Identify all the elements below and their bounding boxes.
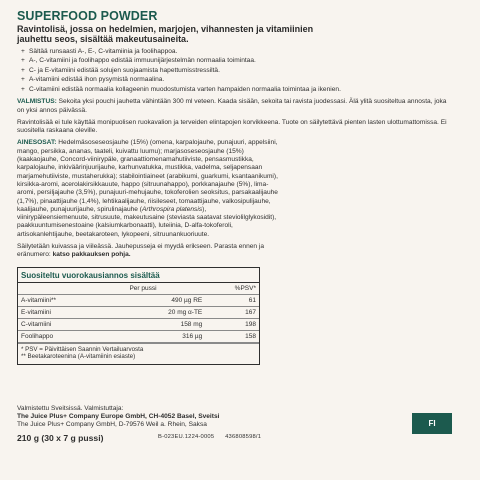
batch-codes: B-023EU.1224-0005 436808598/1: [158, 434, 262, 440]
net-weight: 210 g (30 x 7 g pussi): [17, 433, 104, 443]
nutrient-name: C-vitamiini: [18, 318, 126, 330]
benefit-item: + Sältää runsaasti A-, E-, C-vitamiinia ja foolihappoa.: [21, 48, 453, 56]
nutrient-amount: 20 mg α-TE: [126, 306, 205, 318]
language-badge: FI: [412, 413, 452, 434]
benefit-item: + C- ja E-vitamiini edistää solujen suojaamista hapettumisstressiltä.: [21, 67, 453, 75]
benefit-item: + C-vitamiini edistää normaalia kollageenin muodostumista varten hampaiden normaalia toimintaa ja ikenien.: [21, 86, 453, 94]
nutrition-row: [18, 306, 259, 318]
nutrient-psv: 167: [205, 306, 259, 318]
product-title: SUPERFOOD POWDER: [17, 9, 158, 23]
nutrition-row: [18, 318, 259, 330]
benefits-list: [17, 48, 453, 94]
storage-bold: katso pakkauksen pohja.: [52, 251, 131, 259]
nutrient-name: Foolihappo: [18, 330, 126, 342]
nutrient-amount: 158 mg: [126, 318, 205, 330]
nutrition-header-cell: Per pussi: [126, 283, 205, 295]
manufacturer-line: Valmistettu Sveitsissä. Valmistuttaja:: [17, 405, 124, 412]
nutrient-amount: 316 µg: [126, 330, 205, 342]
ingredients-latin-name: Arthrospira platensis: [142, 205, 203, 213]
storage-text: [17, 243, 279, 260]
nutrient-name: A-vitamiini**: [18, 294, 126, 306]
preparation-text: [17, 98, 453, 115]
nutrition-title: Suositeltu vuorokausiannos sisältää: [18, 268, 259, 283]
nutrient-name: E-vitamiini: [18, 306, 126, 318]
nutrient-psv: 158: [205, 330, 259, 342]
usage-note: Ravintolisää ei tule käyttää monipuolisen ruokavalion ja terveiden elintapojen korvikkeena. Tuote on säilytettävä pienten lasten ulottumattomissa. Ei suositella raskaana oleville.: [17, 118, 447, 135]
nutrition-header-row: [18, 283, 259, 295]
storage-body: Säilytetään kuivassa ja viileässä. Jauhepusseja ei myydä erikseen. Parasta ennen ja eränumero:: [17, 242, 265, 259]
ingredients-body-1: Hedelmäsoseseosjauhe (15%) (omena, karpalojauhe, punajuuri, appelsiini, mango, persikka, ananas, taateli, kuivattu luumu); marjasoseseosjauhe (15%) (kaakaojauhe, Concord-viinirypäle, granaattiomenamahutiiviste, pensasmustikka, karpalojauhe, inkiväärinjuurijauhe, karhunvatukka, mustikka, vadelma, seljapensaan marjamehutiiviste, mustaherukka); stabilointiaineet (arabikumi, guarkumi, ksantaanikumi), kirsikka-aromi, acerolakirsikkauute, happo (sitruunahappo), porkkanajauhe (5%), lima-aromi, persiljajauhe (3,5%), punajuuri-mehujauhe, tokoferolien seoksitus, parsakaalijauhe (1,7%), pinaattijauhe (1,4%), lehtikaalijauhe, riisileseet, tomaattijauhe, valkosipulijauhe, kaalijauhe, punajuurijauhe, spirulinajauhe (: [17, 139, 278, 213]
preparation-label: VALMISTUS:: [17, 98, 57, 106]
preparation-body: Sekoita yksi pouchi jauhetta vähintään 300 ml veteen. Kaada sisään, sekoita tai ravista juodessasi. Älä ylitä suositeltua annosta, joka on yksi annos päivässä.: [17, 98, 447, 114]
label-content: [17, 10, 453, 365]
benefit-item: + A-vitamiini edistää ihon pysymistä normaalina.: [21, 76, 453, 84]
manufacturer-line: The Juice Plus+ Company Europe GmbH, CH-4052 Basel, Sveitsi: [17, 413, 220, 420]
ingredients-text: [17, 139, 279, 239]
nutrient-psv: 61: [205, 294, 259, 306]
nutrition-footnotes: [18, 343, 259, 364]
nutrition-row: [18, 330, 259, 342]
footnote-beta-carotene: ** Beetakaroteenina (A-vitamiinin esiaste): [21, 353, 136, 361]
manufacturer-info: [17, 405, 317, 429]
footnote-psv: * PSV = Päivittäisen Saannin Vertailuarvosta: [21, 345, 144, 353]
nutrition-table: [17, 267, 260, 365]
benefit-item: + A-, C-vitamiini ja foolihappo edistää immuunijärjestelmän normaalia toimintaa.: [21, 57, 453, 65]
nutrition-header-cell: [18, 283, 126, 295]
ingredients-label: AINESOSAT:: [17, 139, 57, 147]
nutrient-psv: 198: [205, 318, 259, 330]
nutrition-header-cell: %PSV*: [205, 283, 259, 295]
nutrient-amount: 490 µg RE: [126, 294, 205, 306]
product-subtitle: Ravintolisä, jossa on hedelmien, marjojen, vihannesten ja vitamiinien jauhettu seos, sisältää makeutusaineita.: [17, 24, 314, 44]
ingredients-body-2: ), viinirypäleensiemenuute, sitrusuute, makeutusaine (steviasta saatavat steviolilglykosidit), paakkuuntumisenestoaine (kalsiumkarbonaatti), luteiinia, D-alfa-tokoferoli, artisokanlehtijauhe, beetakaroteen, lykopeeni, sitruunankuoriuute.: [17, 205, 277, 238]
nutrition-row: [18, 294, 259, 306]
manufacturer-line: The Juice Plus+ Company GmbH, D-79576 Weil a. Rhein, Saksa: [17, 421, 207, 428]
